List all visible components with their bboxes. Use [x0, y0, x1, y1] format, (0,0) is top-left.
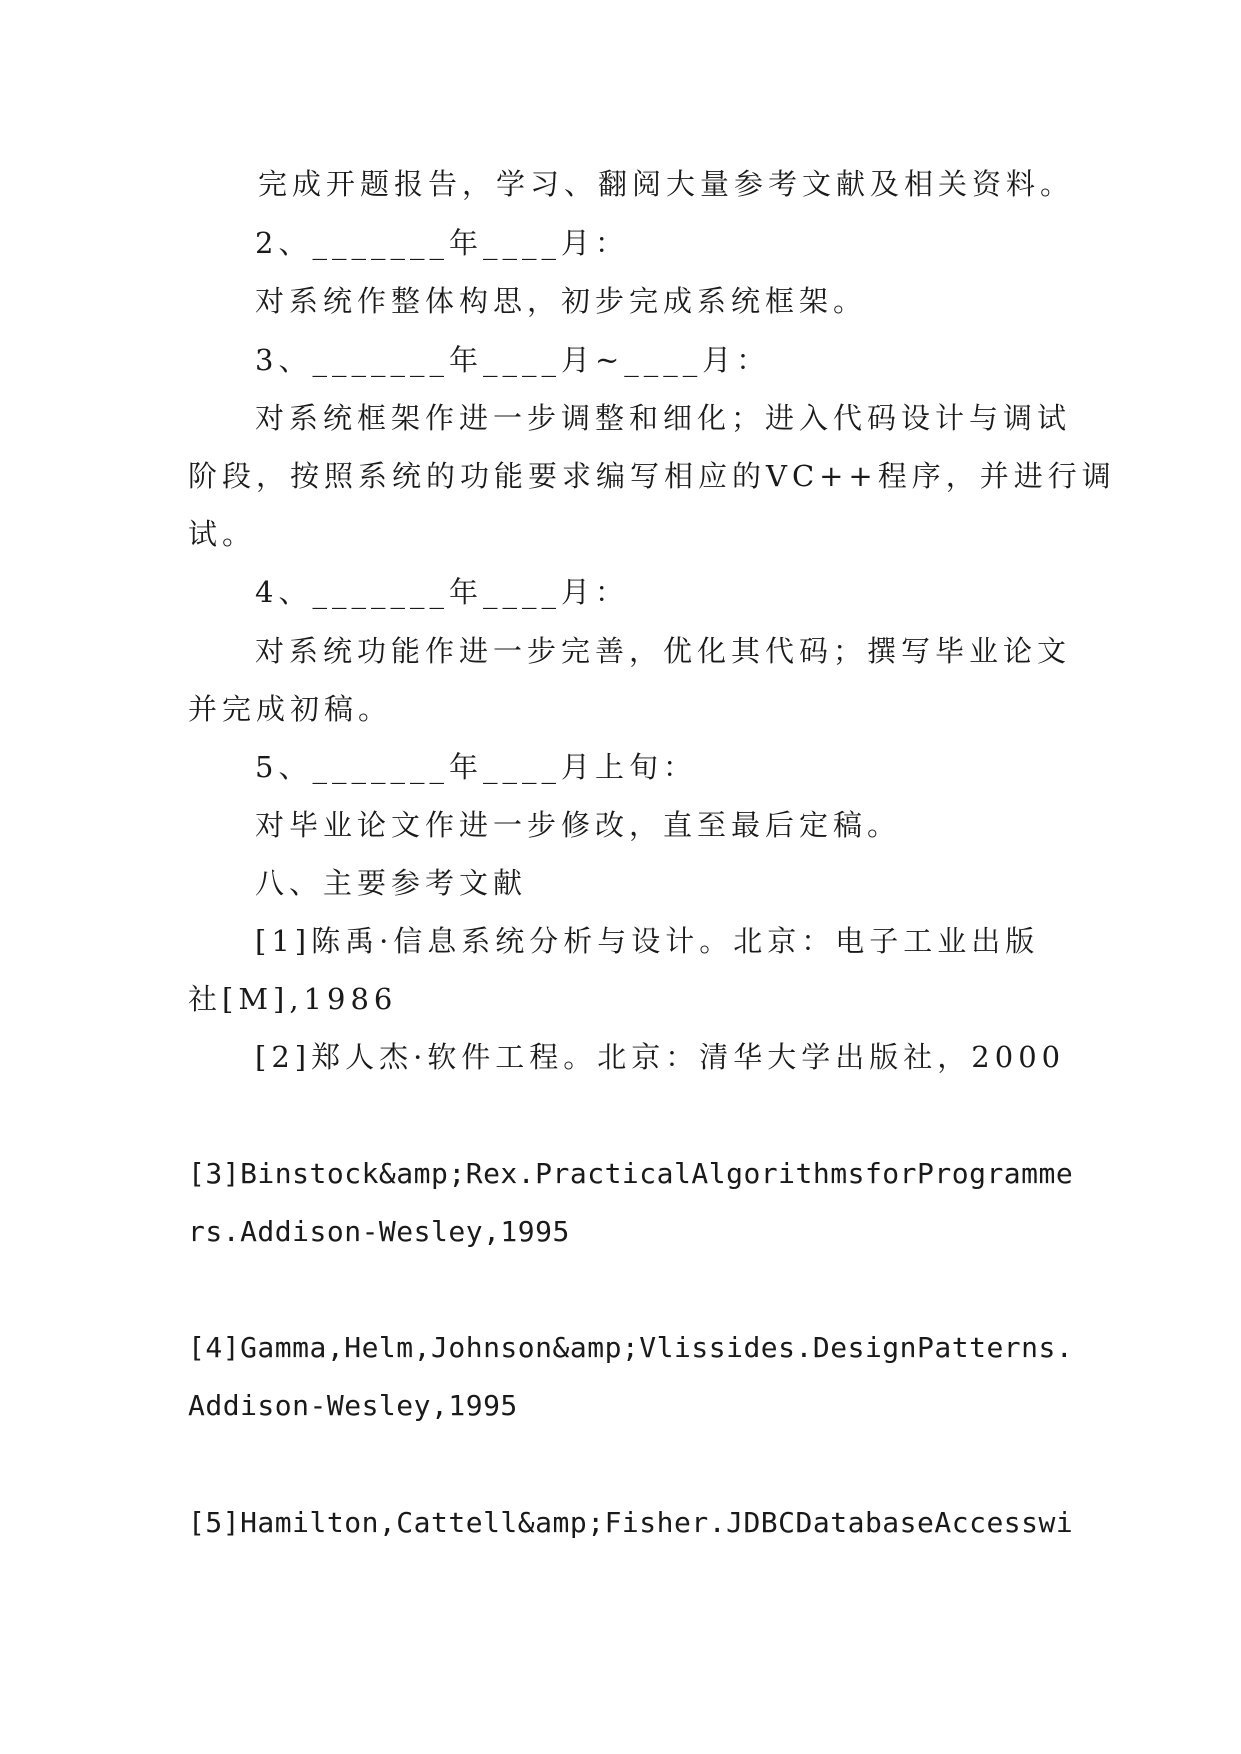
paragraph-line: 对系统功能作进一步完善，优化其代码；撰写毕业论文: [255, 634, 1072, 668]
paragraph-line: 完成开题报告，学习、翻阅大量参考文献及相关资料。: [258, 167, 1075, 201]
paragraph-line: 并完成初稿。: [188, 692, 393, 726]
section-heading: 八、主要参考文献: [255, 866, 528, 900]
reference-item: [2]郑人杰·软件工程。北京：清华大学出版社，2000: [255, 1040, 1066, 1074]
reference-item: [5]Hamilton,Cattell&amp;Fisher.JDBCDatabaseAccesswi: [188, 1506, 1074, 1539]
paragraph-line: 试。: [188, 517, 257, 551]
reference-item: [3]Binstock&amp;Rex.PracticalAlgorithmsforProgramme: [188, 1157, 1074, 1190]
paragraph-line: 对毕业论文作进一步修改，直至最后定稿。: [255, 808, 902, 842]
reference-item: 社[M],1986: [188, 982, 398, 1016]
schedule-item-2: 2、_______年____月：: [255, 226, 629, 260]
paragraph-line: 对系统框架作进一步调整和细化；进入代码设计与调试: [255, 401, 1072, 435]
reference-item: Addison-Wesley,1995: [188, 1389, 518, 1422]
schedule-item-5: 5、_______年____月上旬：: [255, 750, 697, 784]
schedule-item-3: 3、_______年____月~____月：: [255, 343, 771, 377]
reference-item: rs.Addison-Wesley,1995: [188, 1215, 570, 1248]
reference-item: [4]Gamma,Helm,Johnson&amp;Vlissides.DesignPatterns.: [188, 1331, 1074, 1364]
schedule-item-4: 4、_______年____月：: [255, 575, 629, 609]
paragraph-line: 对系统作整体构思，初步完成系统框架。: [255, 284, 868, 318]
paragraph-line: 阶段，按照系统的功能要求编写相应的VC++程序，并进行调: [188, 459, 1116, 493]
reference-item: [1]陈禹·信息系统分析与设计。北京：电子工业出版: [255, 924, 1040, 958]
